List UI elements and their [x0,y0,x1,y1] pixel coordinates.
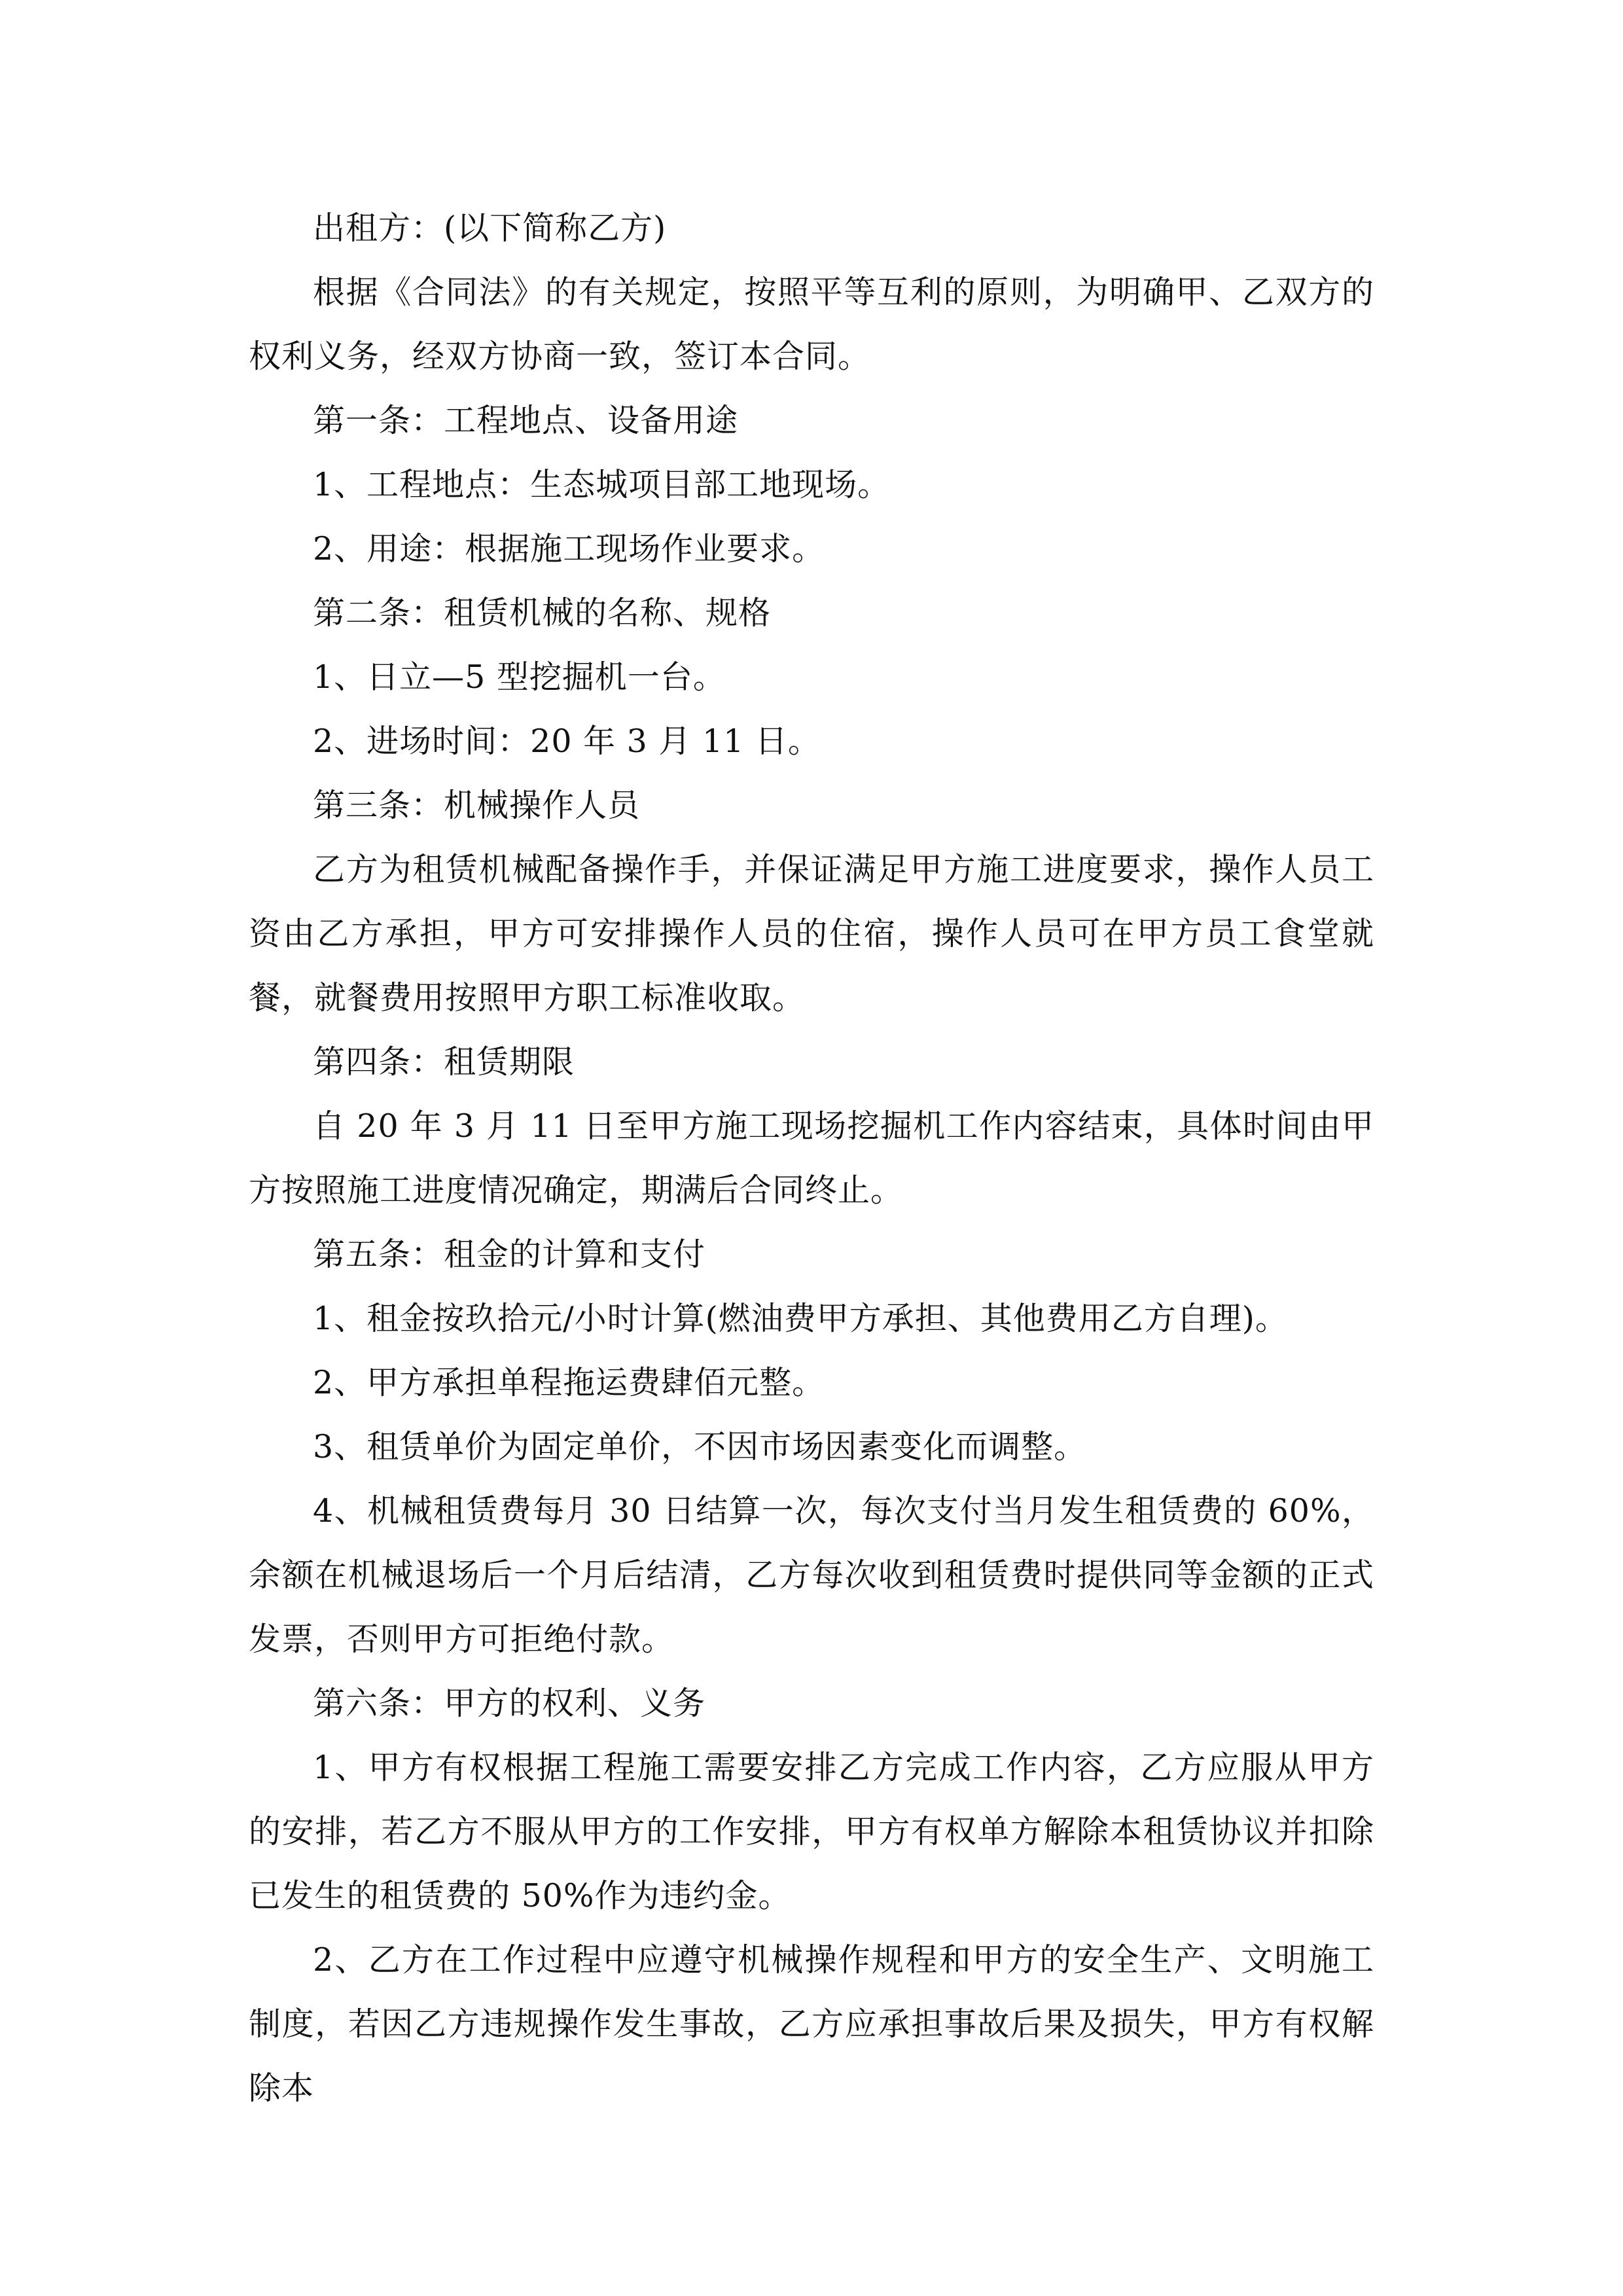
article-4-paragraph: 自 20 年 3 月 11 日至甲方施工现场挖掘机工作内容结束，具体时间由甲方按照施工进度情况确定，期满后合同终止。 [249,1107,1374,1209]
article-5-item-1: 1、租金按玖拾元/小时计算(燃油费甲方承担、其他费用乙方自理)。 [313,1300,1288,1337]
article-3-heading: 第三条：机械操作人员 [313,787,641,824]
article-5-item-4: 4、机械租赁费每月 30 日结算一次，每次支付当月发生租赁费的 60%，余额在机械退场后一个月后结清，乙方每次收到租赁费时提供同等金额的正式发票，否则甲方可拒绝付款。 [249,1492,1374,1658]
article-2-heading: 第二条：租赁机械的名称、规格 [313,594,772,632]
article-6-heading: 第六条：甲方的权利、义务 [313,1685,706,1722]
document-body [249,196,1374,2121]
article-1-item-1: 1、工程地点：生态城项目部工地现场。 [313,466,891,503]
article-1-heading: 第一条：工程地点、设备用途 [313,402,739,439]
article-3-paragraph: 乙方为租赁机械配备操作手，并保证满足甲方施工进度要求，操作人员工资由乙方承担，甲方可安排操作人员的住宿，操作人员可在甲方员工食堂就餐，就餐费用按照甲方职工标准收取。 [249,851,1374,1016]
article-6-item-2: 2、乙方在工作过程中应遵守机械操作规程和甲方的安全生产、文明施工制度，若因乙方违规操作发生事故，乙方应承担事故后果及损失，甲方有权解除本 [249,1941,1374,2107]
article-4-heading: 第四条：租赁期限 [313,1043,575,1081]
article-5-heading: 第五条：租金的计算和支付 [313,1236,706,1273]
article-2-item-2: 2、进场时间：20 年 3 月 11 日。 [313,723,821,760]
preamble-paragraph: 根据《合同法》的有关规定，按照平等互利的原则，为明确甲、乙双方的权利义务，经双方协商一致，签订本合同。 [249,274,1374,375]
article-6-item-1: 1、甲方有权根据工程施工需要安排乙方完成工作内容，乙方应服从甲方的安排，若乙方不服从甲方的工作安排，甲方有权单方解除本租赁协议并扣除已发生的租赁费的 50%作为违约金。 [249,1749,1374,1914]
article-5-item-2: 2、甲方承担单程拖运费肆佰元整。 [313,1364,825,1401]
lessor-line: 出租方：(以下简称乙方) [313,209,667,247]
article-1-item-2: 2、用途：根据施工现场作业要求。 [313,530,825,567]
article-2-item-1: 1、日立—5 型挖掘机一台。 [313,658,726,696]
article-5-item-3: 3、租赁单价为固定单价，不因市场因素变化而调整。 [313,1428,1087,1465]
